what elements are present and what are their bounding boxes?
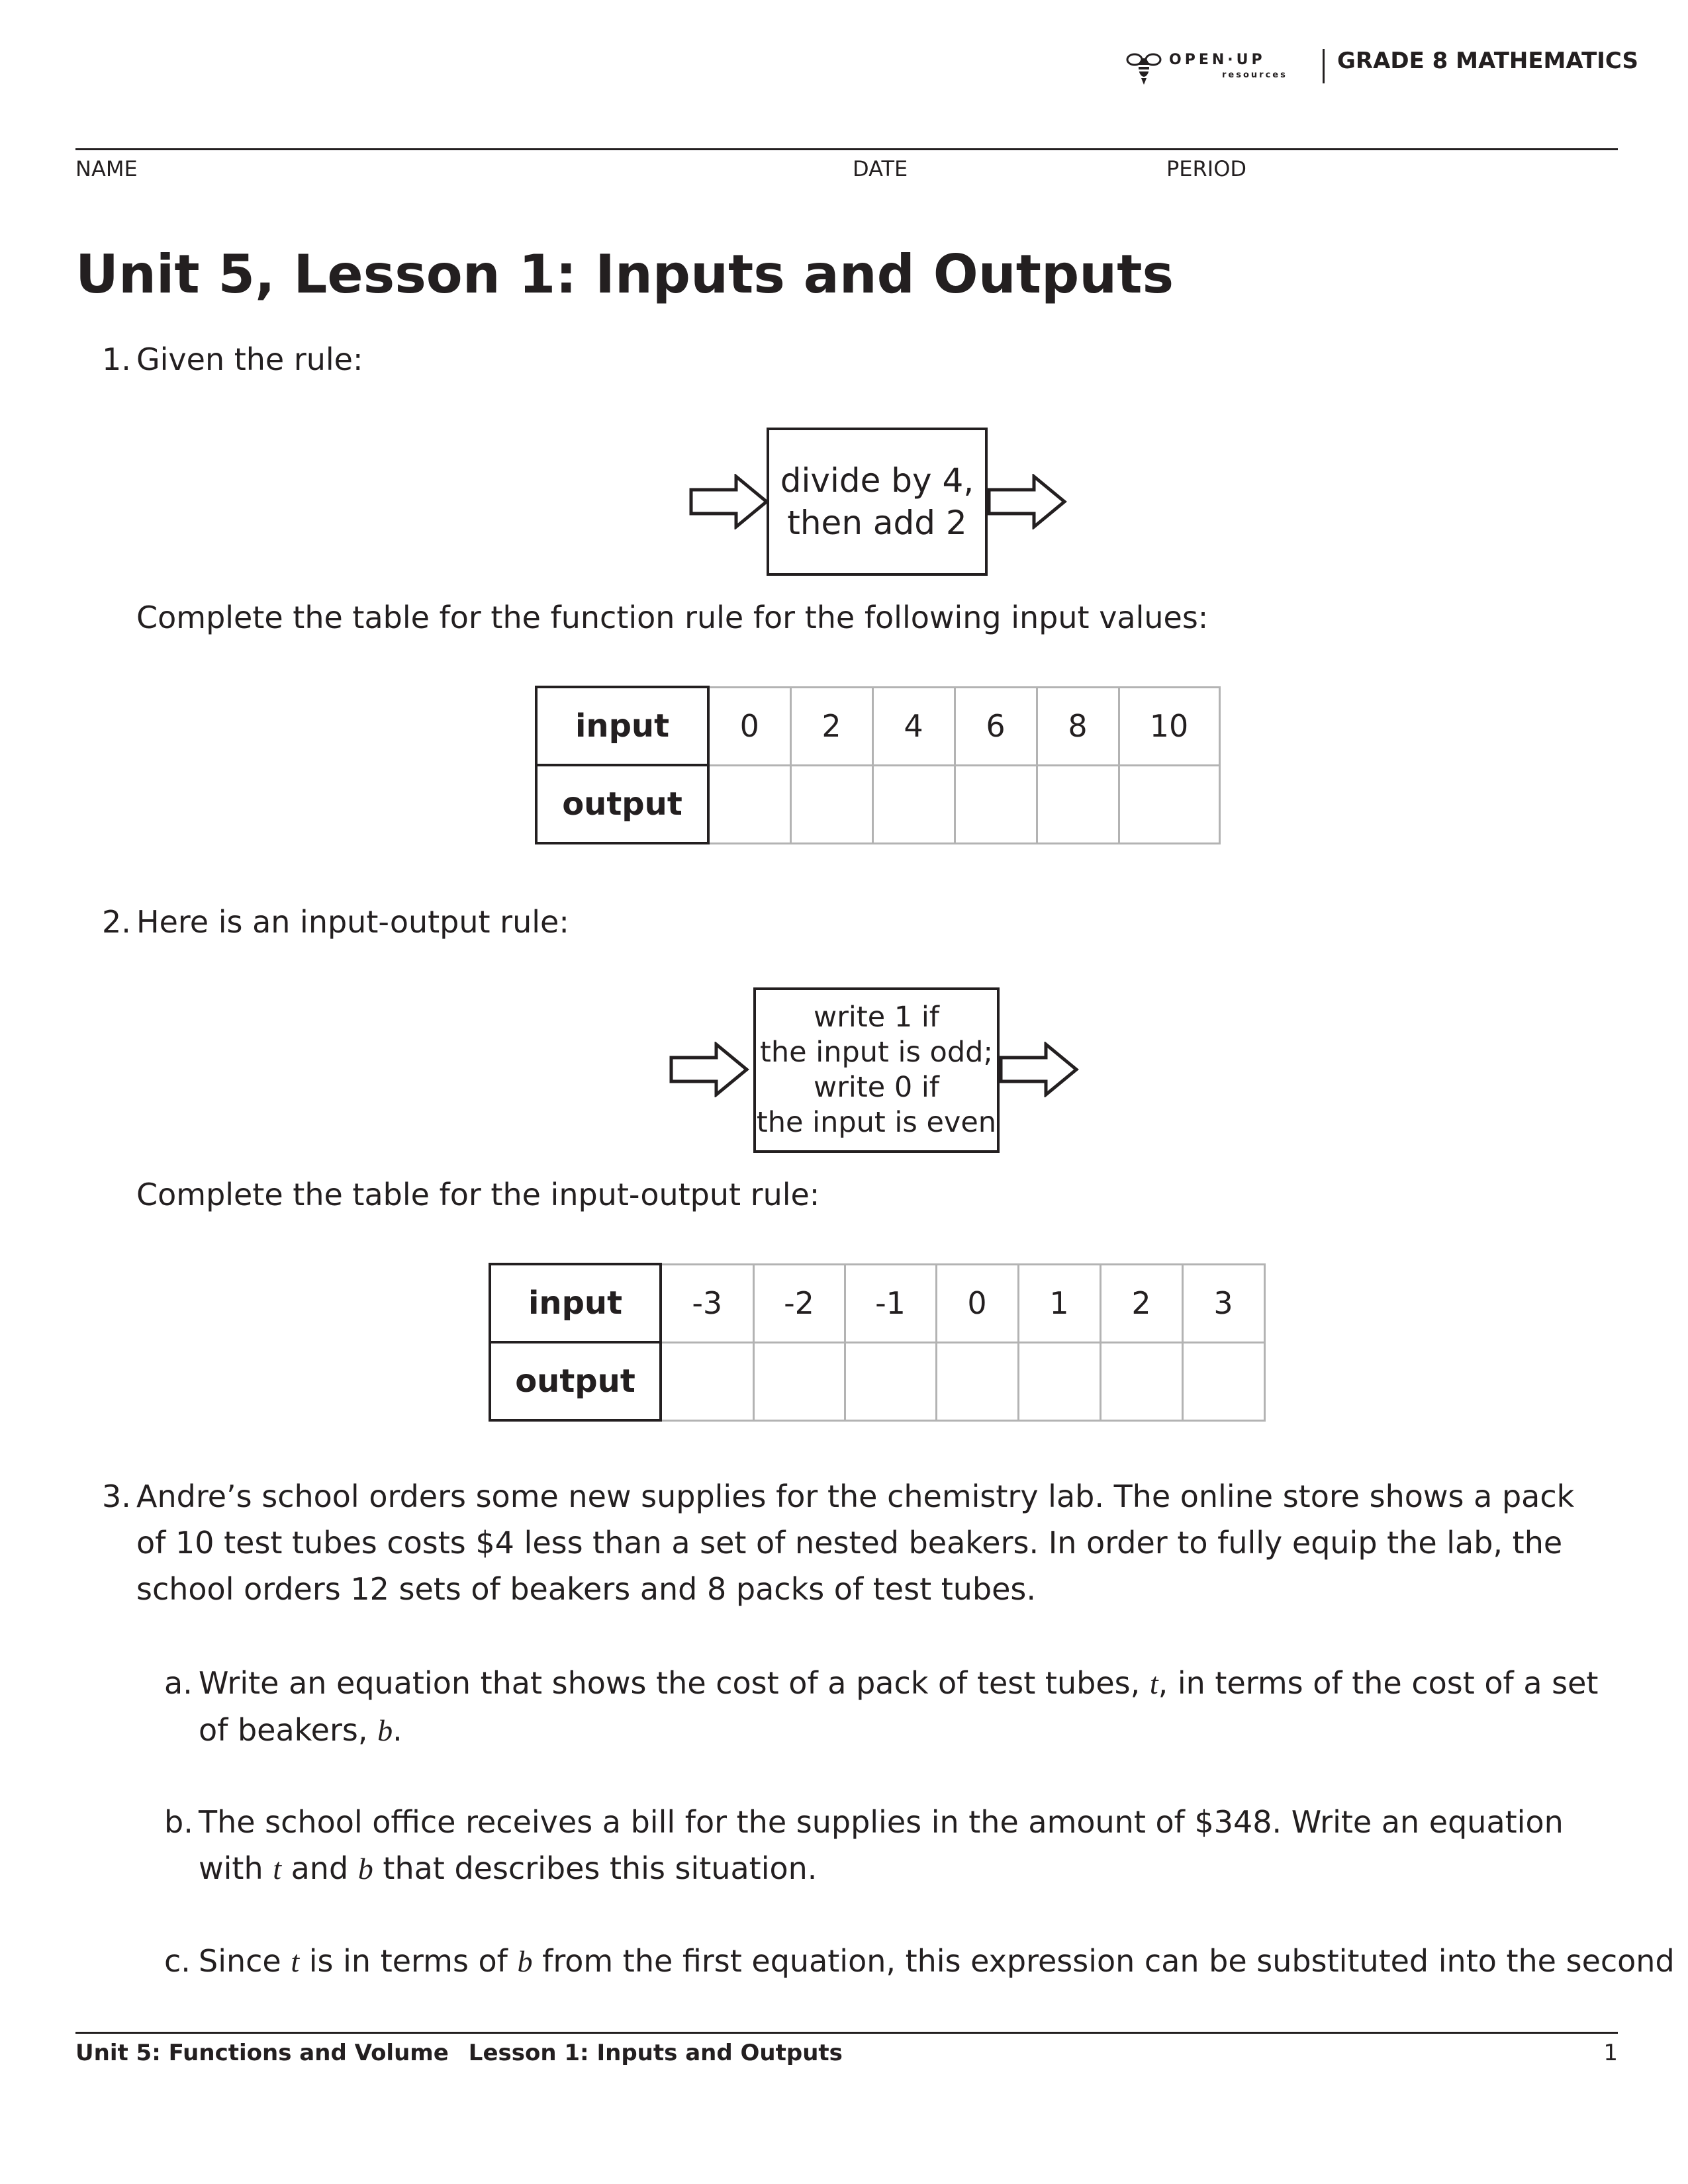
- question-2-table: [489, 1263, 1266, 1422]
- open-up-resources-logo: [1125, 48, 1297, 87]
- question-3b-text: and: [281, 1850, 358, 1886]
- question-3a-label: a.: [164, 1665, 193, 1701]
- output-header: output: [490, 1342, 661, 1420]
- output-cell[interactable]: [872, 765, 955, 843]
- variable-b: b: [517, 1944, 533, 1978]
- question-1-prompt: [102, 336, 363, 383]
- input-row: [536, 687, 1219, 765]
- question-3b: [164, 1799, 1609, 1892]
- output-cell[interactable]: [790, 765, 872, 843]
- question-3a-text: Write an equation that shows the cost of a pack of test tubes,: [199, 1665, 1150, 1701]
- question-1-instruction: Complete the table for the function rule for the following input values:: [136, 600, 1209, 635]
- question-3c: [164, 1938, 1675, 1985]
- input-cell: 4: [872, 687, 955, 765]
- period-label: PERIOD: [1166, 156, 1247, 181]
- footer-rule: [75, 2032, 1618, 2034]
- input-cell: 10: [1119, 687, 1219, 765]
- input-cell: -3: [661, 1264, 753, 1342]
- header-divider: [1323, 49, 1325, 83]
- input-cell: -1: [845, 1264, 936, 1342]
- output-cell[interactable]: [708, 765, 790, 843]
- question-3a-text: , in terms of the cost of a set of beakers,: [199, 1665, 1599, 1748]
- input-header: input: [536, 687, 708, 765]
- question-3a-text: .: [393, 1712, 402, 1748]
- question-3c-text: is in terms of: [299, 1943, 518, 1979]
- question-1-number: 1.: [102, 341, 131, 377]
- question-1-table: [535, 686, 1221, 844]
- output-cell[interactable]: [1119, 765, 1219, 843]
- question-3c-label: c.: [164, 1943, 191, 1979]
- output-cell[interactable]: [1018, 1342, 1100, 1420]
- header-rule: [75, 148, 1618, 150]
- input-cell: 0: [708, 687, 790, 765]
- question-3a: [164, 1660, 1609, 1754]
- variable-b: b: [377, 1713, 393, 1747]
- output-cell[interactable]: [1100, 1342, 1182, 1420]
- output-cell[interactable]: [1182, 1342, 1264, 1420]
- output-header: output: [536, 765, 708, 843]
- input-cell: 2: [1100, 1264, 1182, 1342]
- input-cell: 0: [936, 1264, 1018, 1342]
- page-title: Unit 5, Lesson 1: Inputs and Outputs: [75, 244, 1174, 305]
- rule-1-line-2: then add 2: [787, 504, 967, 542]
- question-2-prompt: [102, 899, 569, 945]
- name-label: NAME: [75, 156, 138, 181]
- question-3c-text: Since: [199, 1943, 291, 1979]
- input-cell: 1: [1018, 1264, 1100, 1342]
- input-cell: 6: [955, 687, 1037, 765]
- question-1-prompt-text: Given the rule:: [136, 341, 363, 377]
- question-3b-text: that describes this situation.: [373, 1850, 818, 1886]
- input-row: [490, 1264, 1264, 1342]
- question-3b-text: The school office receives a bill for the supplies in the amount of $348. Write an equation with: [199, 1804, 1564, 1886]
- input-arrow-icon: [688, 474, 772, 529]
- input-header: input: [490, 1264, 661, 1342]
- rule-2-line-4: the input is even: [756, 1106, 997, 1139]
- output-cell[interactable]: [955, 765, 1037, 843]
- logo-text: OPEN·UP: [1169, 52, 1266, 68]
- question-3b-label: b.: [164, 1804, 193, 1840]
- output-row: [490, 1342, 1264, 1420]
- variable-b: b: [357, 1852, 373, 1886]
- input-cell: 8: [1037, 687, 1119, 765]
- variable-t: t: [1149, 1666, 1158, 1700]
- rule-2-line-2: the input is odd;: [760, 1036, 993, 1069]
- question-3-intro: [102, 1473, 1613, 1612]
- output-row: [536, 765, 1219, 843]
- rule-1-line-1: divide by 4,: [780, 461, 974, 500]
- date-label: DATE: [853, 156, 908, 181]
- question-2-prompt-text: Here is an input-output rule:: [136, 904, 569, 940]
- output-cell[interactable]: [1037, 765, 1119, 843]
- output-cell[interactable]: [845, 1342, 936, 1420]
- input-arrow-icon: [669, 1042, 752, 1097]
- function-rule-box-1: [767, 428, 988, 576]
- output-cell[interactable]: [753, 1342, 845, 1420]
- variable-t: t: [291, 1944, 300, 1978]
- question-2-number: 2.: [102, 904, 131, 940]
- input-cell: 3: [1182, 1264, 1264, 1342]
- rule-2-line-3: write 0 if: [814, 1071, 939, 1104]
- variable-t: t: [273, 1852, 281, 1886]
- footer-label: [75, 2040, 843, 2066]
- grade-label: GRADE 8 MATHEMATICS: [1337, 48, 1638, 74]
- page-number: 1: [1603, 2040, 1618, 2066]
- output-arrow-icon: [986, 474, 1070, 529]
- rule-2-line-1: write 1 if: [814, 1001, 939, 1034]
- question-3-number: 3.: [102, 1479, 131, 1514]
- input-cell: 2: [790, 687, 872, 765]
- output-cell[interactable]: [661, 1342, 753, 1420]
- output-arrow-icon: [998, 1042, 1082, 1097]
- bee-icon: [1125, 48, 1162, 87]
- input-cell: -2: [753, 1264, 845, 1342]
- question-3c-text: from the first equation, this expression can be substituted into the second: [532, 1943, 1675, 1979]
- output-cell[interactable]: [936, 1342, 1018, 1420]
- logo-subtext: resources: [1222, 70, 1288, 80]
- question-3-intro-text: Andre’s school orders some new supplies for the chemistry lab. The online store shows a pack of 10 test tubes costs $4 less than a set of nested beakers. In order to fully equip the lab, the school orders 12 sets of beakers and 8 packs of test tubes.: [136, 1479, 1575, 1607]
- function-rule-box-2: [753, 987, 1000, 1153]
- footer-unit: Unit 5: Functions and Volume: [75, 2040, 449, 2066]
- footer-lesson: Lesson 1: Inputs and Outputs: [468, 2040, 843, 2066]
- question-2-instruction: Complete the table for the input-output rule:: [136, 1177, 820, 1212]
